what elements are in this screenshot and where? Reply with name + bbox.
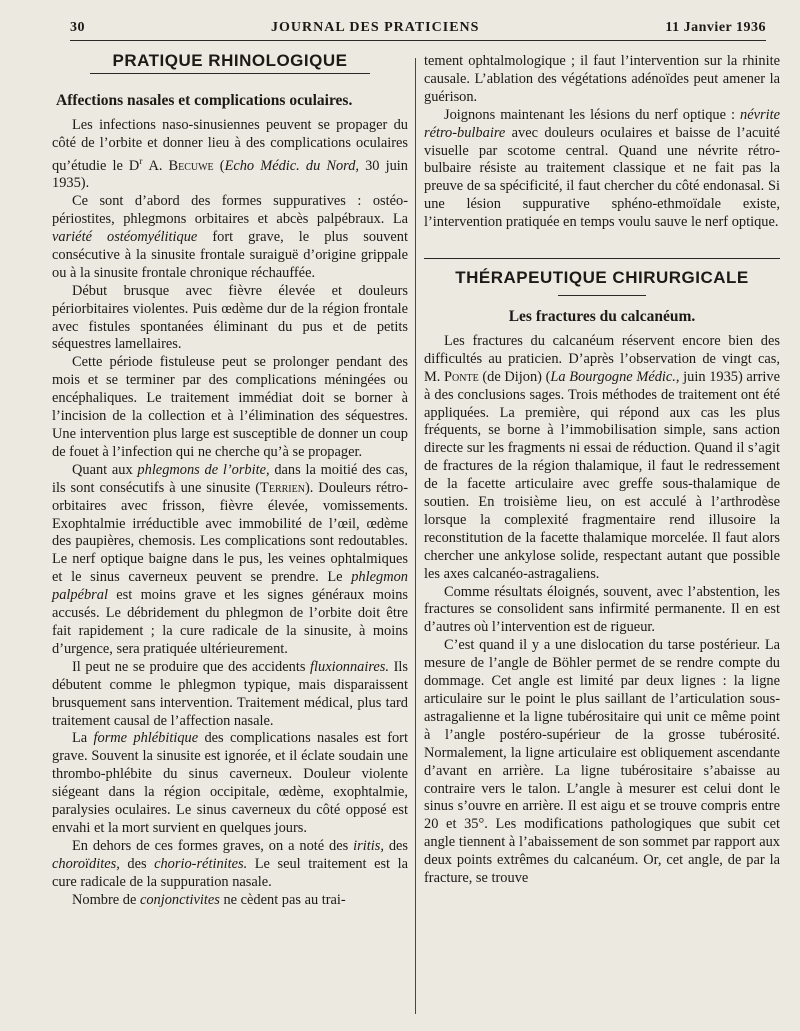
paragraph: Il peut ne se produire que des accidents fluxionnaires. Ils débutent comme le phlegmon typique, mais disparaissent brusquement sans intervention. Traitement médical, plus tard traitement causal de l’affection nasale. [52, 658, 408, 729]
author-name: A. Becuwe [148, 157, 214, 174]
paragraph: C’est quand il y a une dislocation du tarse postérieur. La mesure de l’angle de Böhler permet de se rendre compte du dommage. Cet angle est limité par deux lignes : la ligne articulaire sur le point le plus saillant de l’articulation sous-astragalienne et la ligne tubérositaire qui unit ce même point à l’angle postéro-supérieur de la grosse tubérosité. Normalement, la ligne articulaire est obliquement ascendante d’avant en arrière. La ligne tubérositaire s’abaisse au contraire vers le talon. L’angle à mesurer est celui dont le sinus s’ouvre en arrière. Il est aigu et se trouve compris entre 20 et 35°. Les modifications pathologiques que subit cet angle tiennent à l’abaissement de son sommet par rapport aux deux points extrêmes du calcanéum. Or, cet angle, de par la fracture, se trouve [424, 637, 780, 887]
issue-date: 11 Janvier 1936 [665, 20, 766, 35]
paragraph: Ce sont d’abord des formes suppuratives : ostéo-périostites, phlegmons orbitaires et abcès palpébraux. La variété ostéomyélitique fort grave, le plus souvent consécutive à la sinusite frontale suraiguë d’origine grippale ou à la sinusite frontale chronique réchauffée. [52, 193, 408, 281]
right-column [424, 53, 780, 888]
section-rule [90, 73, 370, 74]
section-rule [558, 295, 646, 296]
section-title-surgery: THÉRAPEUTIQUE CHIRURGICALE [455, 268, 749, 288]
paragraph: Les infections naso-sinusiennes peuvent se propager du côté de l’orbite et donner lieu à des complications oculaires qu’étudie le $D^r$ A. Becuwe (Echo Médic. du Nord, 30 juin 1935). [52, 116, 408, 192]
paragraph: La forme phlébitique des complications nasales est fort grave. Souvent la sinusite est ignorée, et il éclate soudain une thrombo-phlébite du sinus caverneux. Douleur violente siégeant dans la région occipitale, œdème, exophtalmie, paralysies oculaires. Le sinus caverneux du côté opposé est envahi et la mort survient en quelques jours. [52, 730, 408, 836]
section-top-rule [424, 258, 780, 259]
article-title-calcaneum: Les fractures du calcanéum. [508, 307, 696, 325]
author-name: Ponte [444, 368, 479, 385]
paragraph: Joignons maintenant les lésions du nerf optique : névrite rétro-bulbaire avec douleurs oculaires et baisse de l’acuité visuelle par scotome central. Quand une névrite rétro-bulbaire résiste au traitement classique et ne fait pas la preuve de sa spécificité, il faut chercher du côté endonasal. Si une lésion suppurative sphéno-ethmoïdale existe, l’intervention pratiquée en temps voulu sauve le nerf optique. [424, 106, 780, 231]
left-column [52, 52, 408, 909]
paragraph: Quant aux phlegmons de l’orbite, dans la moitié des cas, ils sont consécutifs à une sinusite (Terrien). Douleurs rétro-orbitaires avec frisson, fièvre élevée, vomissements. Exophtalmie irréductible avec immobilité de l’œil, œdème des paupières, chemosis. Les complications sont redoutables. Le nerf optique baigne dans le pus, les veines ophtalmiques et le sinus caverneux peuvent se prendre. Le phlegmon palpébral est moins grave et les signes généraux moins accusés. Le débridement du phlegmon de l’orbite doit être fait rapidement ; la cure radicale de la sinusite, à moins d’urgence, sera pratiquée ultérieurement. [52, 461, 408, 657]
paragraph: Comme résultats éloignés, souvent, avec l’abstention, les fractures se consolident sans infirmité permanente. Il en est d’autres où l’intervention est de rigueur. [424, 583, 780, 636]
article-title-nasal: Affections nasales et complications oculaires. [56, 91, 353, 109]
paragraph: Les fractures du calcanéum réservent encore bien des difficultés au praticien. D’après l’observation de vingt cas, M. Ponte (de Dijon) (La Bourgogne Médic., juin 1935) arrive à des conclusions sages. Trois méthodes de traitement ont été appliquées. La première, qui répond aux cas les plus fréquents, se borne à l’immobilisation simple, sans action directe sur les fragments ni essai de réduction. Quand il s’agit de fractures de la région thalamique, il faut le redressement de la facette articulaire avec greffe sous-thalamique de soutien. En troisième lieu, on est acculé à l’arthrodèse lorsque la complexité fragmentaire rend illusoire la reconstitution de la facette thalamique morcelée. Il faut alors chercher une ankylose solide, respectant autant que possible les axes calcanéo-astragaliens. [424, 332, 780, 582]
paragraph: Cette période fistuleuse peut se prolonger pendant des mois et se terminer par des complications méningées ou encéphaliques. Le traitement immédiat doit se borner à l’incision de la collection et à l’élimination des séquestres. Une intervention plus large est susceptible de donner un coup de fouet à l’infection qui ne cherche qu’à se propager. [52, 354, 408, 460]
page-header [70, 16, 766, 41]
column-divider [415, 58, 416, 1014]
source-citation: Echo Médic. du Nord, [224, 157, 360, 174]
page-number: 30 [70, 20, 85, 35]
journal-title: JOURNAL DES PRATICIENS [270, 20, 480, 35]
paragraph: En dehors de ces formes graves, on a noté des iritis, des choroïdites, des chorio-rétinites. Le seul traitement est la cure radicale de la suppuration nasale. [52, 837, 409, 890]
paragraph: Nombre de conjonctivites ne cèdent pas au trai- [72, 891, 346, 908]
paragraph: tement ophtalmologique ; il faut l’intervention sur la rhinite causale. L’ablation des végétations adénoïdes peut amener la guérison. [424, 53, 780, 105]
source-citation: La Bourgogne Médic., [550, 368, 680, 385]
section-title-rhinology: PRATIQUE RHINOLOGIQUE [112, 51, 348, 70]
paragraph: Début brusque avec fièvre élevée et douleurs périorbitaires violentes. Puis œdème dur de la région frontale avec fistules spontanées éliminant du pus et de petits séquestres lamellaires. [52, 282, 408, 353]
